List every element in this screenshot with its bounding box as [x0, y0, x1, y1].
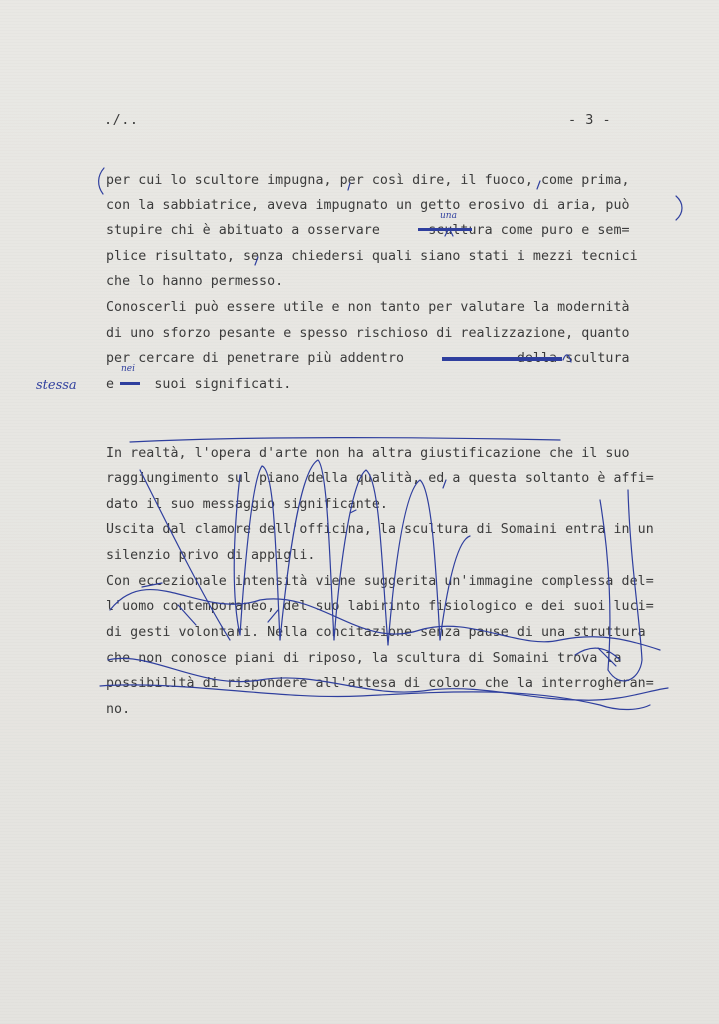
- text-line: no.: [106, 702, 131, 717]
- text-line: e suoi significati.: [106, 377, 292, 392]
- strikeout-word: [442, 357, 562, 361]
- text-line: che non conosce piani di riposo, la scultura di Somaini trova la: [106, 651, 622, 666]
- text-line: di gesti volontari. Nella concitazione senza pause di una struttura: [106, 625, 646, 640]
- strikeout-la-sua: [418, 228, 472, 231]
- text-line: raggiungimento sul piano della qualità, ed a questa soltanto è affi=: [106, 471, 654, 486]
- text-line: Conoscerli può essere utile e non tanto per valutare la modernità: [106, 300, 630, 315]
- text-line: l'uomo contemporaneo, del suo labirinto fisiologico e dei suoi luci=: [106, 599, 654, 614]
- text-line: che lo hanno permesso.: [106, 274, 284, 289]
- text-line: possibilità di rispondere all'attesa di coloro che la interrogheran=: [106, 676, 654, 691]
- text-line: dato il suo messaggio significante.: [106, 497, 388, 512]
- text-line: plice risultato, senza chiedersi quali siano stati i mezzi tecnici: [106, 249, 638, 264]
- text-line: per cercare di penetrare più addentro della scultura: [106, 351, 630, 366]
- margin-note: stessa: [36, 378, 77, 393]
- insert-una: una: [440, 211, 457, 221]
- strikeout-dei: [120, 382, 140, 385]
- text-line: con la sabbiatrice, aveva impugnato un getto erosivo di aria, può: [106, 198, 630, 213]
- text-line: stupire chi è abituato a osservare scultura come puro e sem=: [106, 223, 630, 238]
- text-line: per cui lo scultore impugna, per così dire, il fuoco, come prima,: [106, 173, 630, 188]
- text-line: Uscita dal clamore dell'officina, la scultura di Somaini entra in un: [106, 522, 654, 537]
- page-number: - 3 -: [568, 112, 612, 128]
- continuation-marker: ./..: [104, 112, 139, 128]
- text-line: silenzio privo di appigli.: [106, 548, 316, 563]
- text-line: Con eccezionale intensità viene suggerita un'immagine complessa del=: [106, 574, 654, 589]
- insert-nei: nei: [121, 364, 136, 374]
- text-line: di uno sforzo pesante e spesso rischioso di realizzazione, quanto: [106, 326, 630, 341]
- text-line: In realtà, l'opera d'arte non ha altra giustificazione che il suo: [106, 446, 630, 461]
